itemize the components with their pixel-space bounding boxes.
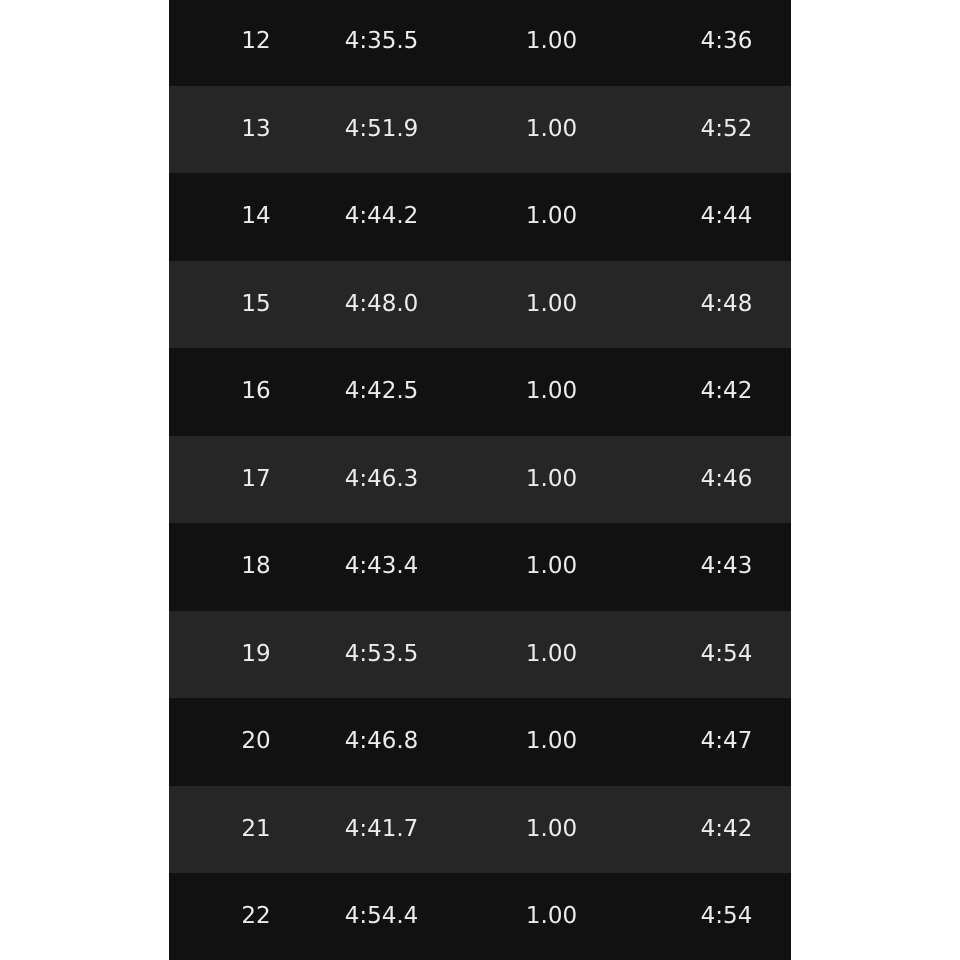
lap-distance: 1.00	[525, 203, 578, 229]
lap-number: 15	[241, 290, 271, 317]
lap-time: 4:53.5	[344, 640, 419, 667]
lap-time: 4:51.9	[344, 115, 419, 142]
lap-pace: 4:54	[700, 640, 753, 667]
lap-number: 20	[241, 728, 271, 754]
lap-row[interactable]	[169, 873, 791, 960]
lap-number: 21	[241, 815, 271, 842]
laps-screen	[169, 0, 791, 960]
lap-row[interactable]	[169, 173, 791, 261]
lap-pace: 4:48	[700, 290, 753, 317]
lap-time: 4:43.4	[344, 553, 419, 579]
lap-pace: 4:47	[700, 728, 753, 754]
lap-time: 4:44.2	[344, 203, 419, 229]
lap-distance: 1.00	[525, 28, 578, 54]
lap-pace: 4:42	[700, 815, 753, 842]
lap-row[interactable]	[169, 786, 791, 874]
lap-number: 14	[241, 203, 271, 229]
lap-pace: 4:43	[700, 553, 753, 579]
lap-row[interactable]	[169, 698, 791, 786]
lap-row[interactable]	[169, 436, 791, 524]
lap-pace: 4:44	[700, 203, 753, 229]
lap-distance: 1.00	[525, 115, 578, 142]
lap-number: 16	[241, 378, 271, 404]
lap-time: 4:46.8	[344, 728, 419, 754]
laps-table[interactable]	[169, 0, 791, 960]
lap-distance: 1.00	[525, 290, 578, 317]
lap-distance: 1.00	[525, 815, 578, 842]
lap-number: 18	[241, 553, 271, 579]
lap-distance: 1.00	[525, 553, 578, 579]
lap-pace: 4:42	[700, 378, 753, 404]
lap-number: 13	[241, 115, 271, 142]
lap-row[interactable]	[169, 0, 791, 86]
lap-number: 19	[241, 640, 271, 667]
lap-row[interactable]	[169, 523, 791, 611]
lap-distance: 1.00	[525, 378, 578, 404]
lap-row[interactable]	[169, 86, 791, 174]
lap-distance: 1.00	[525, 465, 578, 492]
lap-time: 4:54.4	[344, 903, 419, 929]
lap-row[interactable]	[169, 261, 791, 349]
lap-time: 4:42.5	[344, 378, 419, 404]
lap-number: 22	[241, 903, 271, 929]
lap-pace: 4:52	[700, 115, 753, 142]
lap-row[interactable]	[169, 348, 791, 436]
lap-time: 4:41.7	[344, 815, 419, 842]
lap-pace: 4:46	[700, 465, 753, 492]
lap-pace: 4:54	[700, 903, 753, 929]
lap-time: 4:48.0	[344, 290, 419, 317]
lap-number: 17	[241, 465, 271, 492]
lap-time: 4:35.5	[344, 28, 419, 54]
lap-time: 4:46.3	[344, 465, 419, 492]
lap-pace: 4:36	[700, 28, 753, 54]
lap-number: 12	[241, 28, 271, 54]
lap-distance: 1.00	[525, 903, 578, 929]
lap-row[interactable]	[169, 611, 791, 699]
lap-distance: 1.00	[525, 640, 578, 667]
lap-distance: 1.00	[525, 728, 578, 754]
